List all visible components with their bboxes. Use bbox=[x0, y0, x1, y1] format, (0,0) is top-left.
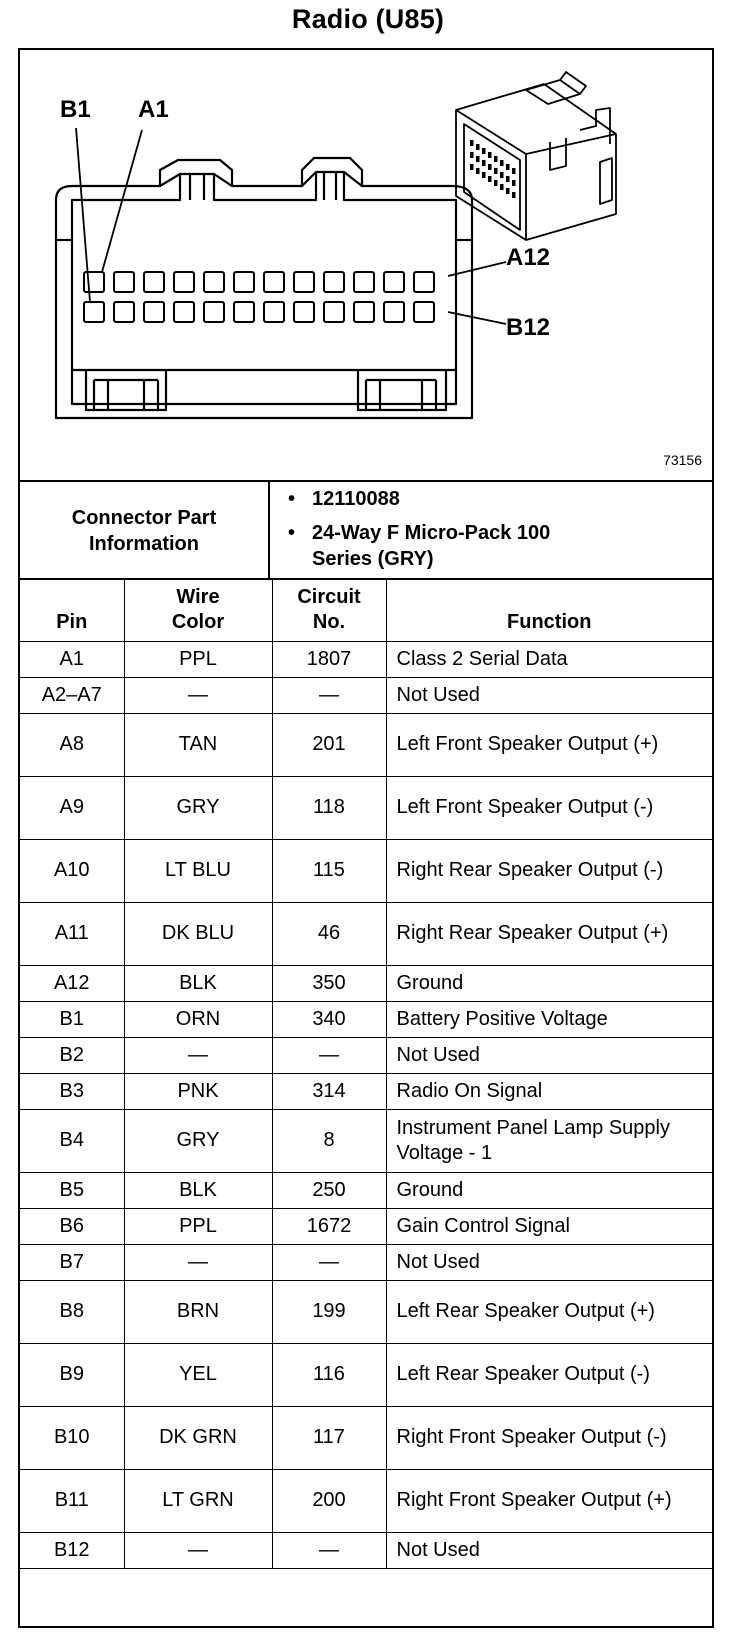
circuit-cell: 340 bbox=[272, 1001, 386, 1037]
part-number: 12110088 bbox=[312, 488, 400, 510]
wire-color-cell: PPL bbox=[124, 1208, 272, 1244]
pin-cell: B4 bbox=[20, 1109, 124, 1172]
circuit-cell: — bbox=[272, 1532, 386, 1568]
wire-color-cell: BRN bbox=[124, 1280, 272, 1343]
mini-cavity bbox=[512, 192, 516, 198]
pin-cavity bbox=[294, 272, 314, 292]
circuit-cell: — bbox=[272, 1037, 386, 1073]
wire-color-cell: ORN bbox=[124, 1001, 272, 1037]
pin-cavity bbox=[114, 272, 134, 292]
pin-cell: A1 bbox=[20, 641, 124, 677]
function-cell: Battery Positive Voltage bbox=[386, 1001, 712, 1037]
pin-cell: B12 bbox=[20, 1532, 124, 1568]
pin-cell: B9 bbox=[20, 1343, 124, 1406]
pin-cavity bbox=[174, 302, 194, 322]
pin-cell: B5 bbox=[20, 1172, 124, 1208]
function-cell: Right Front Speaker Output (-) bbox=[386, 1406, 712, 1469]
mini-cavity bbox=[488, 176, 492, 182]
circuit-cell: 199 bbox=[272, 1280, 386, 1343]
circuit-cell: 1807 bbox=[272, 641, 386, 677]
circuit-cell: 250 bbox=[272, 1172, 386, 1208]
header-circuit-text: Circuit No. bbox=[297, 585, 361, 633]
circuit-cell: 8 bbox=[272, 1109, 386, 1172]
connector-info-item bbox=[270, 486, 712, 512]
mini-cavity bbox=[476, 168, 480, 174]
bullet-icon: • bbox=[288, 488, 296, 510]
drawing-number: 73156 bbox=[663, 452, 702, 468]
pinout-rows bbox=[20, 641, 712, 1568]
table-row bbox=[20, 1343, 712, 1406]
pin-cell: B8 bbox=[20, 1280, 124, 1343]
table-row bbox=[20, 776, 712, 839]
circuit-cell: 201 bbox=[272, 713, 386, 776]
mini-cavity bbox=[500, 160, 504, 166]
mini-cavity bbox=[500, 184, 504, 190]
wire-color-cell: — bbox=[124, 1037, 272, 1073]
header-function: Function bbox=[386, 579, 712, 641]
function-cell: Right Front Speaker Output (+) bbox=[386, 1469, 712, 1532]
connector-info-label bbox=[20, 482, 270, 580]
table-row bbox=[20, 839, 712, 902]
wire-color-cell: DK GRN bbox=[124, 1406, 272, 1469]
pin-cavity bbox=[354, 302, 374, 322]
pin-cavity bbox=[414, 272, 434, 292]
connector-info-list bbox=[270, 486, 712, 580]
mini-cavity bbox=[500, 172, 504, 178]
circuit-cell: 350 bbox=[272, 965, 386, 1001]
mini-cavity bbox=[470, 140, 474, 146]
header-circuit bbox=[272, 579, 386, 641]
bullet-icon: • bbox=[288, 522, 296, 544]
mini-cavity bbox=[512, 180, 516, 186]
pin-cavity bbox=[414, 302, 434, 322]
pin-cavity bbox=[384, 302, 404, 322]
callout-a1: A1 bbox=[138, 96, 169, 123]
pin-cavity bbox=[264, 302, 284, 322]
function-cell: Class 2 Serial Data bbox=[386, 641, 712, 677]
pin-cell: B10 bbox=[20, 1406, 124, 1469]
function-cell: Left Front Speaker Output (+) bbox=[386, 713, 712, 776]
pin-cavity bbox=[114, 302, 134, 322]
wire-color-cell: BLK bbox=[124, 965, 272, 1001]
mini-cavity bbox=[476, 144, 480, 150]
circuit-cell: 118 bbox=[272, 776, 386, 839]
function-cell: Left Rear Speaker Output (+) bbox=[386, 1280, 712, 1343]
pin-cavity bbox=[234, 302, 254, 322]
header-pin: Pin bbox=[20, 579, 124, 641]
connector-info-item bbox=[270, 520, 712, 572]
table-row bbox=[20, 1172, 712, 1208]
pin-cell: A9 bbox=[20, 776, 124, 839]
mini-cavity bbox=[512, 168, 516, 174]
wire-color-cell: GRY bbox=[124, 1109, 272, 1172]
connector-info-label-text: Connector Part Information bbox=[71, 507, 217, 555]
pin-cell: A8 bbox=[20, 713, 124, 776]
table-row bbox=[20, 1280, 712, 1343]
pinout-table bbox=[20, 578, 712, 1569]
pin-cavity bbox=[324, 272, 344, 292]
pin-cavity bbox=[294, 302, 314, 322]
pin-cell: B3 bbox=[20, 1073, 124, 1109]
function-cell: Not Used bbox=[386, 677, 712, 713]
table-row bbox=[20, 677, 712, 713]
page-title: Radio (U85) bbox=[291, 4, 445, 34]
mini-cavity bbox=[470, 164, 474, 170]
wire-color-cell: PNK bbox=[124, 1073, 272, 1109]
mini-cavity bbox=[476, 156, 480, 162]
mini-cavity bbox=[494, 156, 498, 162]
pin-cavity bbox=[144, 302, 164, 322]
pin-cavity bbox=[384, 272, 404, 292]
table-row bbox=[20, 1037, 712, 1073]
pin-cell: B7 bbox=[20, 1244, 124, 1280]
table-row bbox=[20, 641, 712, 677]
pin-cavity bbox=[204, 302, 224, 322]
pin-cell: A11 bbox=[20, 902, 124, 965]
wire-color-cell: DK BLU bbox=[124, 902, 272, 965]
table-row bbox=[20, 965, 712, 1001]
pin-cavity bbox=[174, 272, 194, 292]
pin-cavity bbox=[354, 272, 374, 292]
wire-color-cell: TAN bbox=[124, 713, 272, 776]
table-row bbox=[20, 902, 712, 965]
connector-diagram bbox=[20, 50, 712, 480]
wire-color-cell: GRY bbox=[124, 776, 272, 839]
pin-cell: A2–A7 bbox=[20, 677, 124, 713]
function-cell: Left Front Speaker Output (-) bbox=[386, 776, 712, 839]
pin-cell: B6 bbox=[20, 1208, 124, 1244]
function-cell: Radio On Signal bbox=[386, 1073, 712, 1109]
pin-cell: A12 bbox=[20, 965, 124, 1001]
table-header-row bbox=[20, 579, 712, 641]
pin-cavity bbox=[234, 272, 254, 292]
callout-b1: B1 bbox=[60, 96, 91, 123]
wire-color-cell: LT GRN bbox=[124, 1469, 272, 1532]
wire-color-cell: YEL bbox=[124, 1343, 272, 1406]
mini-cavity bbox=[488, 152, 492, 158]
function-cell: Left Rear Speaker Output (-) bbox=[386, 1343, 712, 1406]
table-row bbox=[20, 1469, 712, 1532]
pin-cell: B1 bbox=[20, 1001, 124, 1037]
table-row bbox=[20, 1001, 712, 1037]
header-wire-color-text: Wire Color bbox=[171, 585, 225, 633]
function-cell: Instrument Panel Lamp Supply Voltage - 1 bbox=[386, 1109, 712, 1172]
circuit-cell: 117 bbox=[272, 1406, 386, 1469]
circuit-cell: 1672 bbox=[272, 1208, 386, 1244]
circuit-cell: 116 bbox=[272, 1343, 386, 1406]
function-cell: Ground bbox=[386, 1172, 712, 1208]
pin-cavity bbox=[204, 272, 224, 292]
circuit-cell: — bbox=[272, 1244, 386, 1280]
mini-cavity bbox=[494, 180, 498, 186]
mini-cavity bbox=[494, 168, 498, 174]
connector-part-info bbox=[20, 480, 712, 580]
circuit-cell: 200 bbox=[272, 1469, 386, 1532]
wire-color-cell: BLK bbox=[124, 1172, 272, 1208]
mini-cavity bbox=[506, 188, 510, 194]
wire-color-cell: — bbox=[124, 677, 272, 713]
pin-cavity bbox=[264, 272, 284, 292]
function-cell: Not Used bbox=[386, 1037, 712, 1073]
circuit-cell: 314 bbox=[272, 1073, 386, 1109]
header-wire-color bbox=[124, 579, 272, 641]
mini-cavity bbox=[482, 172, 486, 178]
connector-type: 24-Way F Micro-Pack 100 Series (GRY) bbox=[312, 522, 551, 570]
mini-cavity bbox=[488, 164, 492, 170]
function-cell: Right Rear Speaker Output (+) bbox=[386, 902, 712, 965]
table-row bbox=[20, 1406, 712, 1469]
mini-cavity bbox=[482, 160, 486, 166]
wire-color-cell: PPL bbox=[124, 641, 272, 677]
function-cell: Not Used bbox=[386, 1532, 712, 1568]
circuit-cell: — bbox=[272, 677, 386, 713]
function-cell: Gain Control Signal bbox=[386, 1208, 712, 1244]
pin-cavity bbox=[84, 302, 104, 322]
mini-cavity bbox=[482, 148, 486, 154]
mini-cavity bbox=[506, 164, 510, 170]
wire-color-cell: LT BLU bbox=[124, 839, 272, 902]
connector-sheet bbox=[18, 48, 714, 1628]
table-row bbox=[20, 1073, 712, 1109]
pin-cavity bbox=[324, 302, 344, 322]
pin-cell: B2 bbox=[20, 1037, 124, 1073]
callout-a12: A12 bbox=[506, 244, 551, 271]
pin-cavity bbox=[144, 272, 164, 292]
mini-cavity bbox=[470, 152, 474, 158]
pin-cell: A10 bbox=[20, 839, 124, 902]
connector-drawing bbox=[20, 50, 712, 480]
mini-cavity bbox=[506, 176, 510, 182]
circuit-cell: 115 bbox=[272, 839, 386, 902]
function-cell: Right Rear Speaker Output (-) bbox=[386, 839, 712, 902]
table-row bbox=[20, 1109, 712, 1172]
table-row bbox=[20, 1208, 712, 1244]
function-cell: Not Used bbox=[386, 1244, 712, 1280]
callout-b12: B12 bbox=[506, 314, 551, 341]
wire-color-cell: — bbox=[124, 1244, 272, 1280]
table-row bbox=[20, 1244, 712, 1280]
function-cell: Ground bbox=[386, 965, 712, 1001]
table-row bbox=[20, 713, 712, 776]
circuit-cell: 46 bbox=[272, 902, 386, 965]
pin-cell: B11 bbox=[20, 1469, 124, 1532]
wire-color-cell: — bbox=[124, 1532, 272, 1568]
table-row bbox=[20, 1532, 712, 1568]
